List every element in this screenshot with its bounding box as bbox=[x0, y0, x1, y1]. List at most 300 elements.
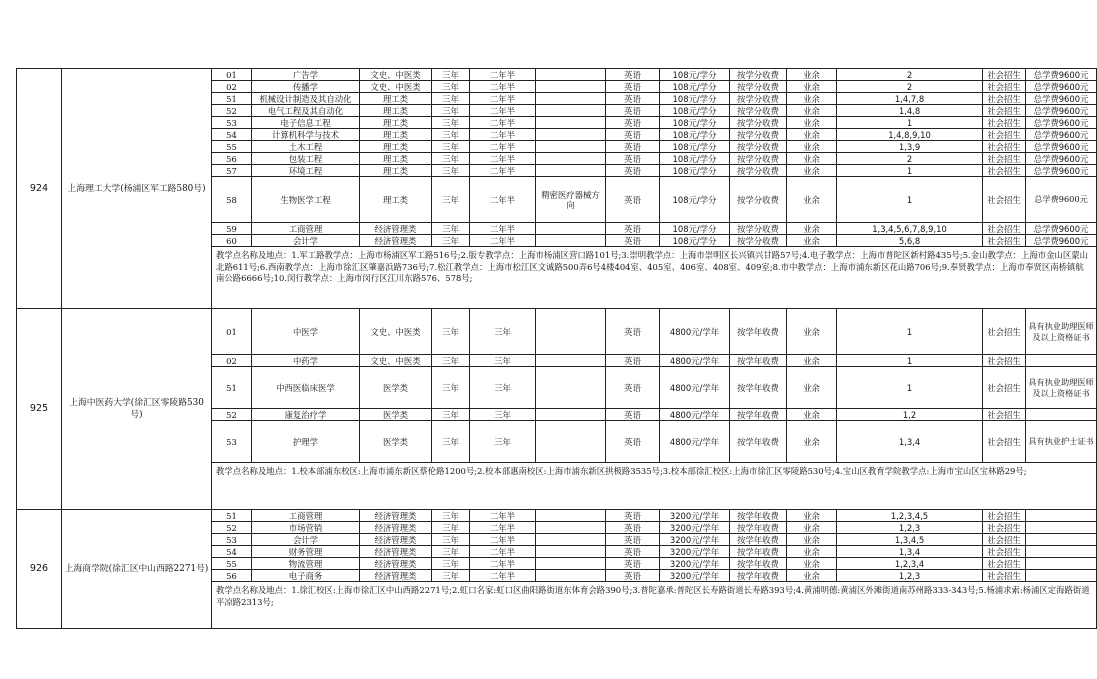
program-target: 社会招生 bbox=[983, 309, 1026, 355]
program-teaching-sites: 1 bbox=[837, 355, 983, 367]
program-major: 物流管理 bbox=[252, 558, 360, 570]
program-target: 社会招生 bbox=[983, 355, 1026, 367]
program-major: 计算机科学与技术 bbox=[252, 129, 360, 141]
program-code: 01 bbox=[212, 69, 252, 81]
program-target: 社会招生 bbox=[983, 546, 1026, 558]
program-direction bbox=[536, 129, 606, 141]
program-direction bbox=[536, 93, 606, 105]
program-code: 54 bbox=[212, 546, 252, 558]
program-teaching-sites: 1 bbox=[837, 367, 983, 409]
program-fee: 3200元/学年 bbox=[660, 546, 730, 558]
program-remark: 总学费9600元 bbox=[1026, 129, 1097, 141]
program-fee: 4800元/学年 bbox=[660, 355, 730, 367]
program-duration: 二年半 bbox=[470, 117, 536, 129]
program-language: 英语 bbox=[606, 570, 660, 582]
institution-name: 上海商学院(徐汇区中山西路2271号) bbox=[62, 510, 212, 629]
program-fee-method: 按学分收费 bbox=[730, 81, 787, 93]
program-fee-method: 按学分收费 bbox=[730, 129, 787, 141]
program-duration: 二年半 bbox=[470, 177, 536, 223]
program-code: 56 bbox=[212, 153, 252, 165]
program-direction bbox=[536, 409, 606, 421]
program-direction bbox=[536, 355, 606, 367]
teaching-sites-note: 教学点名称及地点：1.校本部浦东校区:上海市浦东新区蔡伦路1200号;2.校本部惠南校区:上海市浦东新区拱极路3535号;3.校本部徐汇校区:上海市徐汇区零陵路530号;4.宝山区教育学院教学点:上海市宝山区宝林路29号; bbox=[212, 463, 1097, 510]
program-category: 经济管理类 bbox=[360, 223, 432, 235]
program-language: 英语 bbox=[606, 141, 660, 153]
program-teaching-sites: 1,4,8,9,10 bbox=[837, 129, 983, 141]
program-study-years: 三年 bbox=[432, 141, 470, 153]
program-target: 社会招生 bbox=[983, 105, 1026, 117]
program-teaching-sites: 1,3,4,5,6,7,8,9,10 bbox=[837, 223, 983, 235]
program-study-years: 三年 bbox=[432, 117, 470, 129]
program-teaching-sites: 1,2 bbox=[837, 409, 983, 421]
program-category: 医学类 bbox=[360, 421, 432, 463]
program-fee: 108元/学分 bbox=[660, 81, 730, 93]
program-major: 护理学 bbox=[252, 421, 360, 463]
program-direction bbox=[536, 570, 606, 582]
program-category: 经济管理类 bbox=[360, 570, 432, 582]
program-category: 理工类 bbox=[360, 117, 432, 129]
program-language: 英语 bbox=[606, 558, 660, 570]
program-major: 环境工程 bbox=[252, 165, 360, 177]
program-duration: 二年半 bbox=[470, 129, 536, 141]
program-remark: 总学费9600元 bbox=[1026, 235, 1097, 247]
program-teaching-sites: 1,3,4,5 bbox=[837, 534, 983, 546]
program-duration: 二年半 bbox=[470, 534, 536, 546]
program-target: 社会招生 bbox=[983, 367, 1026, 409]
program-remark: 总学费9600元 bbox=[1026, 81, 1097, 93]
program-fee-method: 按学年收费 bbox=[730, 367, 787, 409]
program-study-form: 业余 bbox=[787, 367, 837, 409]
program-target: 社会招生 bbox=[983, 534, 1026, 546]
program-duration: 二年半 bbox=[470, 558, 536, 570]
program-major: 土木工程 bbox=[252, 141, 360, 153]
program-language: 英语 bbox=[606, 223, 660, 235]
program-language: 英语 bbox=[606, 153, 660, 165]
institution-code: 926 bbox=[17, 510, 62, 629]
program-study-form: 业余 bbox=[787, 421, 837, 463]
program-remark: 总学费9600元 bbox=[1026, 223, 1097, 235]
program-study-years: 三年 bbox=[432, 522, 470, 534]
program-study-form: 业余 bbox=[787, 153, 837, 165]
program-direction bbox=[536, 105, 606, 117]
program-code: 51 bbox=[212, 510, 252, 522]
program-fee: 108元/学分 bbox=[660, 235, 730, 247]
program-direction bbox=[536, 81, 606, 93]
program-fee: 108元/学分 bbox=[660, 177, 730, 223]
program-fee-method: 按学分收费 bbox=[730, 69, 787, 81]
program-code: 52 bbox=[212, 105, 252, 117]
program-fee: 4800元/学年 bbox=[660, 367, 730, 409]
program-language: 英语 bbox=[606, 81, 660, 93]
program-duration: 三年 bbox=[470, 421, 536, 463]
program-duration: 二年半 bbox=[470, 141, 536, 153]
program-study-years: 三年 bbox=[432, 309, 470, 355]
program-study-form: 业余 bbox=[787, 141, 837, 153]
program-remark bbox=[1026, 570, 1097, 582]
program-target: 社会招生 bbox=[983, 421, 1026, 463]
program-language: 英语 bbox=[606, 510, 660, 522]
program-teaching-sites: 1,2,3,4 bbox=[837, 558, 983, 570]
program-remark: 总学费9600元 bbox=[1026, 69, 1097, 81]
program-duration: 二年半 bbox=[470, 570, 536, 582]
program-language: 英语 bbox=[606, 69, 660, 81]
program-code: 51 bbox=[212, 367, 252, 409]
program-category: 经济管理类 bbox=[360, 510, 432, 522]
program-fee-method: 按学年收费 bbox=[730, 510, 787, 522]
program-teaching-sites: 1,2,3 bbox=[837, 522, 983, 534]
program-remark bbox=[1026, 546, 1097, 558]
program-fee-method: 按学分收费 bbox=[730, 93, 787, 105]
program-category: 文史、中医类 bbox=[360, 69, 432, 81]
program-language: 英语 bbox=[606, 421, 660, 463]
program-teaching-sites: 2 bbox=[837, 81, 983, 93]
program-study-years: 三年 bbox=[432, 129, 470, 141]
program-study-form: 业余 bbox=[787, 105, 837, 117]
program-teaching-sites: 5,6,8 bbox=[837, 235, 983, 247]
program-code: 59 bbox=[212, 223, 252, 235]
program-teaching-sites: 1 bbox=[837, 165, 983, 177]
program-study-form: 业余 bbox=[787, 129, 837, 141]
institution-name: 上海理工大学(杨浦区军工路580号) bbox=[62, 69, 212, 309]
program-study-form: 业余 bbox=[787, 69, 837, 81]
program-study-years: 三年 bbox=[432, 570, 470, 582]
program-study-form: 业余 bbox=[787, 117, 837, 129]
program-study-years: 三年 bbox=[432, 355, 470, 367]
program-target: 社会招生 bbox=[983, 235, 1026, 247]
program-teaching-sites: 1,2,3 bbox=[837, 570, 983, 582]
program-category: 经济管理类 bbox=[360, 546, 432, 558]
program-remark: 总学费9600元 bbox=[1026, 153, 1097, 165]
program-study-form: 业余 bbox=[787, 558, 837, 570]
program-language: 英语 bbox=[606, 93, 660, 105]
program-fee-method: 按学年收费 bbox=[730, 558, 787, 570]
program-category: 理工类 bbox=[360, 93, 432, 105]
program-fee-method: 按学年收费 bbox=[730, 534, 787, 546]
table-row bbox=[17, 309, 1097, 355]
program-category: 医学类 bbox=[360, 367, 432, 409]
program-direction bbox=[536, 117, 606, 129]
program-major: 电子信息工程 bbox=[252, 117, 360, 129]
program-teaching-sites: 1 bbox=[837, 309, 983, 355]
program-study-form: 业余 bbox=[787, 355, 837, 367]
program-language: 英语 bbox=[606, 117, 660, 129]
program-fee: 108元/学分 bbox=[660, 117, 730, 129]
program-language: 英语 bbox=[606, 409, 660, 421]
program-remark bbox=[1026, 409, 1097, 421]
program-language: 英语 bbox=[606, 546, 660, 558]
program-direction bbox=[536, 534, 606, 546]
program-duration: 三年 bbox=[470, 355, 536, 367]
program-category: 理工类 bbox=[360, 129, 432, 141]
program-code: 60 bbox=[212, 235, 252, 247]
program-study-years: 三年 bbox=[432, 93, 470, 105]
program-language: 英语 bbox=[606, 165, 660, 177]
program-study-form: 业余 bbox=[787, 409, 837, 421]
program-language: 英语 bbox=[606, 355, 660, 367]
program-teaching-sites: 1 bbox=[837, 117, 983, 129]
program-duration: 三年 bbox=[470, 367, 536, 409]
table-row bbox=[17, 510, 1097, 522]
program-study-form: 业余 bbox=[787, 81, 837, 93]
program-study-form: 业余 bbox=[787, 570, 837, 582]
program-target: 社会招生 bbox=[983, 141, 1026, 153]
program-fee-method: 按学年收费 bbox=[730, 409, 787, 421]
program-category: 理工类 bbox=[360, 177, 432, 223]
program-fee: 3200元/学年 bbox=[660, 570, 730, 582]
program-target: 社会招生 bbox=[983, 522, 1026, 534]
program-direction bbox=[536, 510, 606, 522]
program-language: 英语 bbox=[606, 177, 660, 223]
program-major: 康复治疗学 bbox=[252, 409, 360, 421]
program-major: 财务管理 bbox=[252, 546, 360, 558]
program-fee: 108元/学分 bbox=[660, 93, 730, 105]
program-study-years: 三年 bbox=[432, 69, 470, 81]
program-study-years: 三年 bbox=[432, 165, 470, 177]
program-direction bbox=[536, 141, 606, 153]
program-fee: 3200元/学年 bbox=[660, 558, 730, 570]
program-direction bbox=[536, 153, 606, 165]
program-study-years: 三年 bbox=[432, 546, 470, 558]
program-major: 中药学 bbox=[252, 355, 360, 367]
program-fee-method: 按学年收费 bbox=[730, 421, 787, 463]
program-fee: 108元/学分 bbox=[660, 141, 730, 153]
program-direction bbox=[536, 69, 606, 81]
program-category: 经济管理类 bbox=[360, 558, 432, 570]
program-code: 58 bbox=[212, 177, 252, 223]
program-study-form: 业余 bbox=[787, 177, 837, 223]
program-study-form: 业余 bbox=[787, 235, 837, 247]
program-duration: 二年半 bbox=[470, 235, 536, 247]
program-study-years: 三年 bbox=[432, 177, 470, 223]
program-major: 中医学 bbox=[252, 309, 360, 355]
program-fee: 3200元/学年 bbox=[660, 510, 730, 522]
program-code: 55 bbox=[212, 558, 252, 570]
program-target: 社会招生 bbox=[983, 570, 1026, 582]
program-fee-method: 按学分收费 bbox=[730, 235, 787, 247]
program-remark: 具有执业护士证书 bbox=[1026, 421, 1097, 463]
program-direction bbox=[536, 165, 606, 177]
program-fee-method: 按学年收费 bbox=[730, 546, 787, 558]
program-fee: 4800元/学年 bbox=[660, 309, 730, 355]
program-major: 工商管理 bbox=[252, 223, 360, 235]
program-target: 社会招生 bbox=[983, 153, 1026, 165]
program-duration: 二年半 bbox=[470, 510, 536, 522]
program-fee-method: 按学分收费 bbox=[730, 141, 787, 153]
program-target: 社会招生 bbox=[983, 409, 1026, 421]
program-target: 社会招生 bbox=[983, 69, 1026, 81]
program-code: 53 bbox=[212, 421, 252, 463]
program-target: 社会招生 bbox=[983, 165, 1026, 177]
program-teaching-sites: 1,2,3,4,5 bbox=[837, 510, 983, 522]
institution-name: 上海中医药大学(徐汇区零陵路530号) bbox=[62, 309, 212, 510]
program-target: 社会招生 bbox=[983, 129, 1026, 141]
program-duration: 三年 bbox=[470, 309, 536, 355]
program-remark bbox=[1026, 534, 1097, 546]
program-fee-method: 按学分收费 bbox=[730, 165, 787, 177]
program-remark bbox=[1026, 355, 1097, 367]
program-category: 文史、中医类 bbox=[360, 81, 432, 93]
program-direction: 精密医疗器械方向 bbox=[536, 177, 606, 223]
program-fee-method: 按学分收费 bbox=[730, 117, 787, 129]
program-category: 理工类 bbox=[360, 141, 432, 153]
program-fee-method: 按学分收费 bbox=[730, 105, 787, 117]
program-fee: 3200元/学年 bbox=[660, 534, 730, 546]
program-category: 经济管理类 bbox=[360, 522, 432, 534]
program-fee: 108元/学分 bbox=[660, 153, 730, 165]
program-code: 54 bbox=[212, 129, 252, 141]
program-fee: 4800元/学年 bbox=[660, 421, 730, 463]
program-language: 英语 bbox=[606, 522, 660, 534]
program-fee-method: 按学分收费 bbox=[730, 153, 787, 165]
program-teaching-sites: 1 bbox=[837, 177, 983, 223]
program-category: 文史、中医类 bbox=[360, 355, 432, 367]
program-fee: 108元/学分 bbox=[660, 129, 730, 141]
program-code: 53 bbox=[212, 117, 252, 129]
program-direction bbox=[536, 309, 606, 355]
program-code: 51 bbox=[212, 93, 252, 105]
program-duration: 二年半 bbox=[470, 69, 536, 81]
program-major: 市场营销 bbox=[252, 522, 360, 534]
program-fee-method: 按学分收费 bbox=[730, 223, 787, 235]
program-major: 机械设计制造及其自动化 bbox=[252, 93, 360, 105]
teaching-sites-note: 教学点名称及地点：1.军工路教学点：上海市杨浦区军工路516号;2.版专教学点：上海市杨浦区营口路101号;3.崇明教学点：上海市崇明区长兴镇兴甘路57号;4.电子教学点：上海市普陀区新村路435号;5.金山教学点：上海市金山区蒙山北路611号;6.西南教学点：上海市徐汇区肇嘉浜路736号;7.松江教学点：上海市松江区文诚路500弄6号4楼404室、405室、406室、408室、409室;8.市中教学点：上海市浦东新区花山路706号;9.奉贤教学点：上海市奉贤区南桥镇航南公路6666号;10.闵行教学点：上海市闵行区江川东路576、578号; bbox=[212, 247, 1097, 309]
program-direction bbox=[536, 223, 606, 235]
program-remark: 总学费9600元 bbox=[1026, 93, 1097, 105]
program-code: 56 bbox=[212, 570, 252, 582]
program-target: 社会招生 bbox=[983, 223, 1026, 235]
program-code: 01 bbox=[212, 309, 252, 355]
teaching-sites-note: 教学点名称及地点：1.徐汇校区:上海市徐汇区中山西路2271号;2.虹口名家:虹口区曲阳路街道东体育会路390号;3.普陀嘉承:普陀区长寿路街道长寿路393号;4.黄浦明德:黄浦区外滩街道南苏州路333-343号;5.杨浦求索:杨浦区定海路街道平凉路2313号; bbox=[212, 582, 1097, 629]
program-direction bbox=[536, 522, 606, 534]
table-row bbox=[17, 69, 1097, 81]
program-direction bbox=[536, 235, 606, 247]
program-remark: 总学费9600元 bbox=[1026, 141, 1097, 153]
program-major: 电子商务 bbox=[252, 570, 360, 582]
program-fee-method: 按学年收费 bbox=[730, 355, 787, 367]
program-fee: 108元/学分 bbox=[660, 165, 730, 177]
program-duration: 三年 bbox=[470, 409, 536, 421]
program-language: 英语 bbox=[606, 367, 660, 409]
program-category: 经济管理类 bbox=[360, 235, 432, 247]
program-category: 经济管理类 bbox=[360, 534, 432, 546]
program-duration: 二年半 bbox=[470, 93, 536, 105]
program-major: 工商管理 bbox=[252, 510, 360, 522]
program-teaching-sites: 1,3,9 bbox=[837, 141, 983, 153]
program-remark: 总学费9600元 bbox=[1026, 117, 1097, 129]
program-study-years: 三年 bbox=[432, 153, 470, 165]
program-target: 社会招生 bbox=[983, 558, 1026, 570]
program-duration: 二年半 bbox=[470, 223, 536, 235]
program-study-years: 三年 bbox=[432, 534, 470, 546]
program-remark: 总学费9600元 bbox=[1026, 165, 1097, 177]
program-study-form: 业余 bbox=[787, 165, 837, 177]
program-fee: 4800元/学年 bbox=[660, 409, 730, 421]
program-target: 社会招生 bbox=[983, 117, 1026, 129]
program-study-years: 三年 bbox=[432, 409, 470, 421]
program-major: 包装工程 bbox=[252, 153, 360, 165]
program-duration: 二年半 bbox=[470, 165, 536, 177]
program-teaching-sites: 1,3,4 bbox=[837, 546, 983, 558]
program-remark bbox=[1026, 558, 1097, 570]
program-study-years: 三年 bbox=[432, 105, 470, 117]
program-direction bbox=[536, 546, 606, 558]
program-category: 文史、中医类 bbox=[360, 309, 432, 355]
program-language: 英语 bbox=[606, 105, 660, 117]
program-study-years: 三年 bbox=[432, 235, 470, 247]
program-study-years: 三年 bbox=[432, 81, 470, 93]
program-fee: 108元/学分 bbox=[660, 223, 730, 235]
program-direction bbox=[536, 558, 606, 570]
program-study-years: 三年 bbox=[432, 223, 470, 235]
program-teaching-sites: 1,4,7,8 bbox=[837, 93, 983, 105]
program-target: 社会招生 bbox=[983, 81, 1026, 93]
program-code: 57 bbox=[212, 165, 252, 177]
program-teaching-sites: 1,4,8 bbox=[837, 105, 983, 117]
program-major: 生物医学工程 bbox=[252, 177, 360, 223]
program-study-years: 三年 bbox=[432, 367, 470, 409]
program-fee-method: 按学年收费 bbox=[730, 570, 787, 582]
program-remark: 总学费9600元 bbox=[1026, 177, 1097, 223]
program-study-form: 业余 bbox=[787, 534, 837, 546]
program-language: 英语 bbox=[606, 129, 660, 141]
program-duration: 二年半 bbox=[470, 105, 536, 117]
program-remark bbox=[1026, 522, 1097, 534]
program-fee: 108元/学分 bbox=[660, 69, 730, 81]
program-category: 理工类 bbox=[360, 165, 432, 177]
institution-code: 924 bbox=[17, 69, 62, 309]
program-study-form: 业余 bbox=[787, 93, 837, 105]
program-target: 社会招生 bbox=[983, 510, 1026, 522]
program-code: 55 bbox=[212, 141, 252, 153]
program-code: 52 bbox=[212, 409, 252, 421]
program-direction bbox=[536, 367, 606, 409]
program-major: 中西医临床医学 bbox=[252, 367, 360, 409]
program-remark: 具有执业助理医师及以上资格证书 bbox=[1026, 367, 1097, 409]
program-study-form: 业余 bbox=[787, 510, 837, 522]
program-target: 社会招生 bbox=[983, 93, 1026, 105]
program-major: 广告学 bbox=[252, 69, 360, 81]
program-category: 理工类 bbox=[360, 153, 432, 165]
program-major: 传播学 bbox=[252, 81, 360, 93]
program-fee: 108元/学分 bbox=[660, 105, 730, 117]
program-study-form: 业余 bbox=[787, 522, 837, 534]
program-teaching-sites: 2 bbox=[837, 69, 983, 81]
program-code: 02 bbox=[212, 81, 252, 93]
program-language: 英语 bbox=[606, 309, 660, 355]
program-duration: 二年半 bbox=[470, 81, 536, 93]
program-fee-method: 按学年收费 bbox=[730, 309, 787, 355]
program-target: 社会招生 bbox=[983, 177, 1026, 223]
program-fee-method: 按学年收费 bbox=[730, 522, 787, 534]
program-major: 会计学 bbox=[252, 235, 360, 247]
program-fee-method: 按学分收费 bbox=[730, 177, 787, 223]
program-category: 理工类 bbox=[360, 105, 432, 117]
program-remark bbox=[1026, 510, 1097, 522]
program-remark: 总学费9600元 bbox=[1026, 105, 1097, 117]
program-category: 医学类 bbox=[360, 409, 432, 421]
program-language: 英语 bbox=[606, 534, 660, 546]
program-teaching-sites: 2 bbox=[837, 153, 983, 165]
program-study-years: 三年 bbox=[432, 421, 470, 463]
program-study-form: 业余 bbox=[787, 223, 837, 235]
program-study-form: 业余 bbox=[787, 309, 837, 355]
program-code: 53 bbox=[212, 534, 252, 546]
program-language: 英语 bbox=[606, 235, 660, 247]
program-teaching-sites: 1,3,4 bbox=[837, 421, 983, 463]
program-study-form: 业余 bbox=[787, 546, 837, 558]
program-fee: 3200元/学年 bbox=[660, 522, 730, 534]
program-major: 电气工程及其自动化 bbox=[252, 105, 360, 117]
